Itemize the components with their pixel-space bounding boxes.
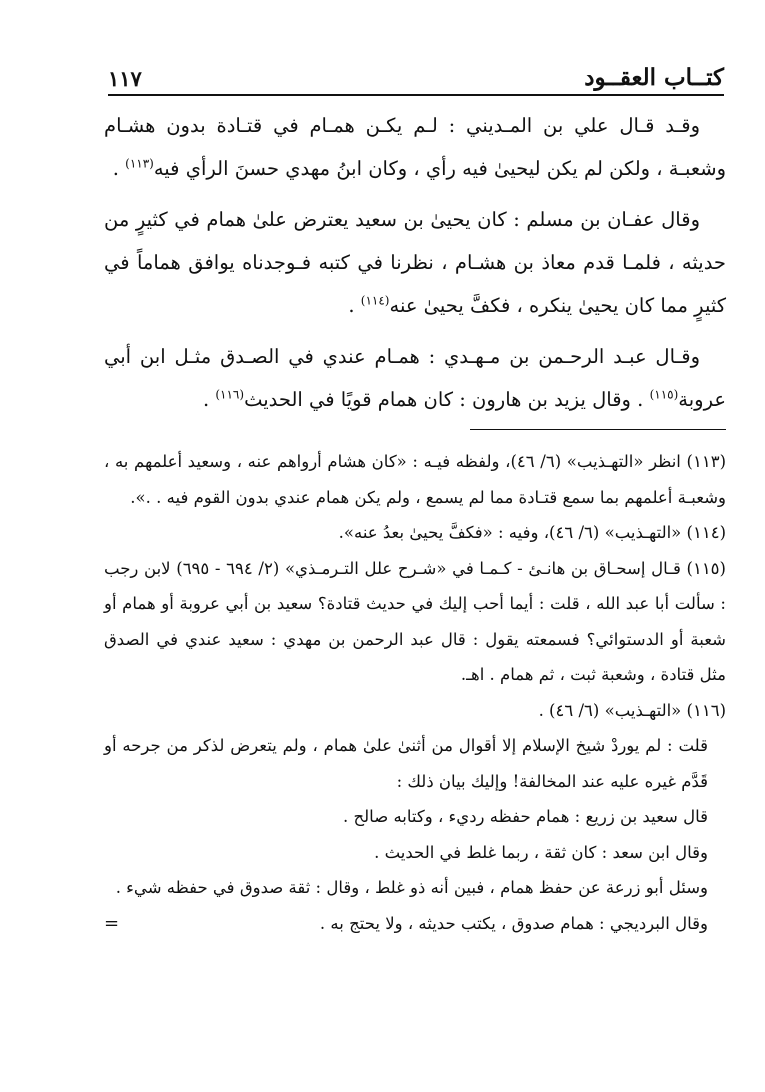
paragraph-end: . [112, 157, 126, 180]
footnote-comment-line: وقال ابن سعد : كان ثقة ، ربما غلط في الحديث . [374, 842, 708, 862]
paragraph-text: وقـال عبـد الرحـمن بن مـهـدي : همـام عندي في الصـدق مثـل ابن أبي عروبة [104, 345, 726, 411]
footnote-ref: (١١٥) [649, 387, 679, 402]
footnotes-section [104, 444, 726, 941]
footnote-number: (١١٦) [686, 700, 726, 720]
footnote-last-line [104, 906, 726, 942]
footnote-number: (١١٣) [686, 452, 727, 471]
paragraph-middle: . وقال يزيد بن هارون : كان همام قويًا في الحديث [244, 388, 650, 411]
paragraph-affan-ibn-muslim [104, 198, 726, 327]
footnote-113 [104, 444, 726, 515]
footnote-text: قـال إسحـاق بن هانـئ - كـمـا في «شـرح علل التـرمـذي» (٢/ ٦٩٤ - ٦٩٥) لابن رجب : سألت أبا عبد الله ، قلت : أيما أحب إليك في حديث قتادة؟ سعيد بن أبي عروبة أو همام أو شعبة أو الدستوائي؟ فسمعته يقول : قال عبد الرحمن بن مهدي : سعيد عندي في الصدق مثل قتادة ، وشعبة ثبت ، ثم همام . اهـ. [104, 558, 726, 684]
footnote-number: (١١٥) [686, 558, 726, 578]
page-header [108, 58, 724, 96]
paragraph-end: . [202, 388, 216, 411]
paragraph-text: وقال عفـان بن مسلم : كان يحيىٰ بن سعيد يعترض علىٰ همام في كثيرٍ من حديثه ، فلمـا قدم معاذ بن هشـام ، نظرنا في كتبه فـوجدناه يوافق هماماً في كثيرٍ مما كان يحيىٰ ينكره ، فكفَّ يحيىٰ عنه [104, 208, 726, 317]
footnote-number: (١١٤) [686, 523, 726, 542]
footnote-116 [104, 693, 726, 729]
footnote-text: «التهـذيب» (٦/ ٤٦)، وفيه : «فكفَّ يحيىٰ بعدُ عنه». [338, 523, 682, 542]
footnote-115 [104, 551, 726, 693]
running-title: كتــاب العقــود [584, 64, 724, 91]
page-body [104, 104, 726, 941]
footnote-text: «التهـذيب» (٦/ ٤٦) . [538, 700, 682, 720]
footnote-ref: (١١٣) [125, 156, 154, 171]
paragraph-end: . [348, 294, 361, 317]
paragraph-abd-alrahman-ibn-mahdi [104, 335, 726, 421]
footnote-ref: (١١٦) [215, 387, 245, 402]
footnote-comment-line: قال سعيد بن زريع : همام حفظه رديء ، وكتابه صالح . [343, 807, 708, 826]
footnote-comment-line: قلت : لم يوردْ شيخ الإسلام إلا أقوال من أثنىٰ علىٰ همام ، ولم يتعرض لذكر من جرحه أو قَدَّم غيره عليه عند المخالفة! وإليك بيان ذلك : [104, 736, 708, 791]
footnote-comment-line: وسئل أبو زرعة عن حفظ همام ، فبين أنه ذو غلط ، وقال : ثقة صدوق في حفظه شيء . [115, 878, 708, 897]
paragraph-ali-ibn-almadini [104, 104, 726, 190]
footnote-ref: (١١٤) [360, 293, 390, 308]
page-number: ١١٧ [108, 66, 142, 91]
footnote-114 [104, 515, 726, 551]
paragraph-text: وقـد قـال علي بن المـديني : لـم يكـن همـام في قتـادة بدون هشـام وشعبـة ، ولكن لم يكن ليحيىٰ فيه رأي ، وكان ابنُ مهدي حسنَ الرأي فيه [104, 114, 726, 180]
continuation-mark: = [104, 912, 120, 934]
footnote-comment-line: وقال البرديجي : همام صدوق ، يكتب حديثه ، ولا يحتج به . [319, 913, 708, 933]
footnote-separator [470, 429, 726, 430]
footnote-text: انظر «التهـذيب» (٦/ ٤٦)، ولفظه فيـه : «كان هشام أرواهم عنه ، وسعيد أعلمهم به ، وشعبـة أعلمهم بما سمع قتـادة مما لم يسمع ، ولم يكن همام عندي بدون القوم فيه . .». [104, 452, 726, 507]
